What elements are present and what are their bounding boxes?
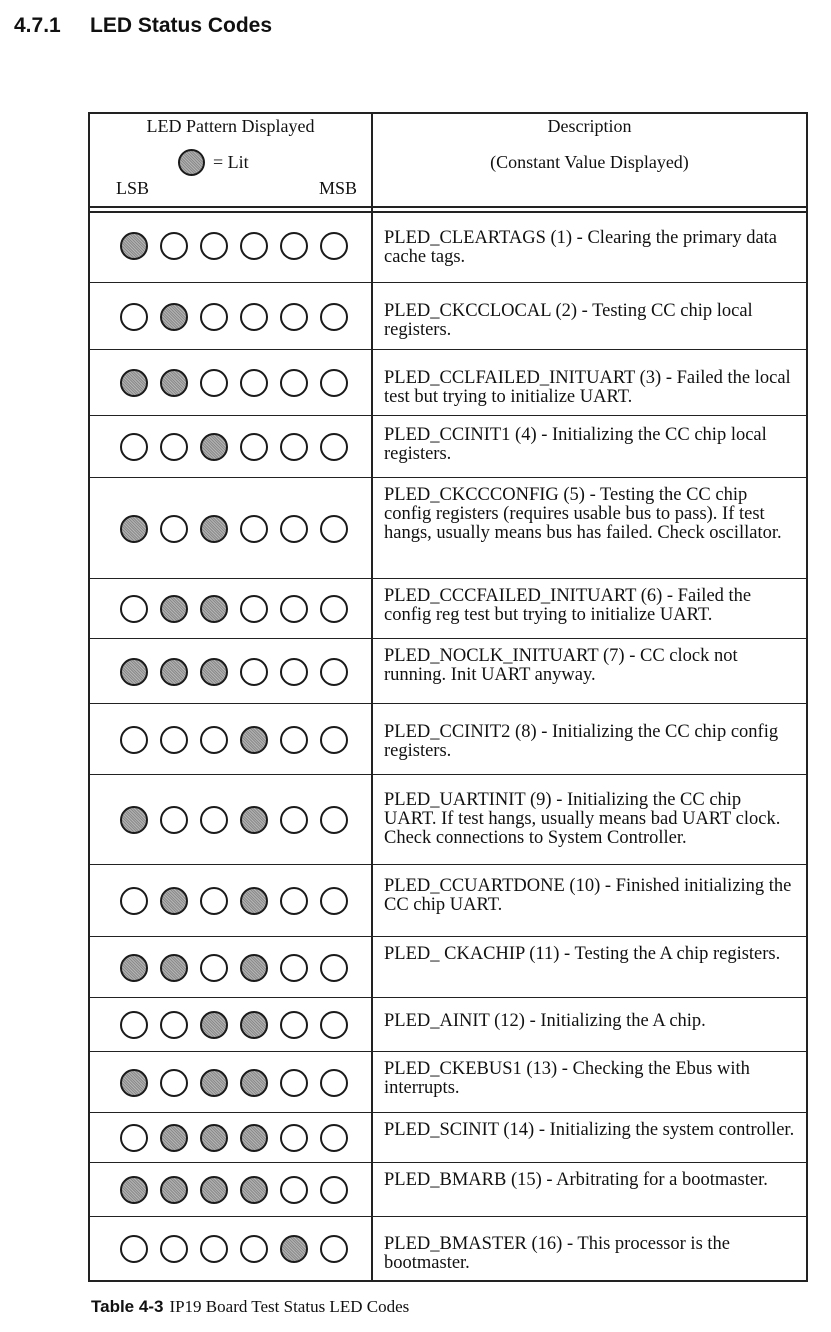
- led-lit-icon: [120, 1069, 148, 1097]
- led-pattern-cell: [90, 1113, 371, 1163]
- pattern-column-title: LED Pattern Displayed: [146, 116, 315, 136]
- led-lit-icon: [160, 1124, 188, 1152]
- led-lit-icon: [240, 1011, 268, 1039]
- row-description: PLED_CKCCCONFIG (5) - Testing the CC chip config registers (requires usable bus to pass). If test hangs, usually means bus has failed. Check oscillator.: [384, 485, 782, 543]
- led-pattern: [120, 303, 348, 331]
- table-row: [90, 349, 806, 416]
- lit-legend: [178, 149, 249, 176]
- table-row: [90, 1162, 806, 1217]
- led-lit-icon: [200, 1176, 228, 1204]
- led-unlit-icon: [320, 806, 348, 834]
- led-unlit-icon: [120, 595, 148, 623]
- led-lit-icon: [160, 887, 188, 915]
- led-pattern: [120, 1176, 348, 1204]
- led-unlit-icon: [280, 433, 308, 461]
- led-lit-icon: [120, 954, 148, 982]
- led-unlit-icon: [320, 369, 348, 397]
- led-unlit-icon: [160, 232, 188, 260]
- led-unlit-icon: [280, 1176, 308, 1204]
- header-description-cell: [373, 114, 806, 204]
- led-pattern-cell: [90, 283, 371, 350]
- led-lit-icon: [160, 658, 188, 686]
- row-description: PLED_SCINIT (14) - Initializing the system controller.: [384, 1120, 795, 1140]
- led-pattern: [120, 954, 348, 982]
- led-unlit-icon: [200, 303, 228, 331]
- led-unlit-icon: [120, 1011, 148, 1039]
- led-lit-icon: [240, 806, 268, 834]
- led-pattern-cell: [90, 579, 371, 639]
- led-lit-icon: [240, 954, 268, 982]
- led-pattern-cell: [90, 639, 371, 704]
- led-pattern-cell: [90, 775, 371, 865]
- led-unlit-icon: [320, 1235, 348, 1263]
- led-unlit-icon: [120, 433, 148, 461]
- led-lit-icon: [160, 303, 188, 331]
- led-unlit-icon: [280, 954, 308, 982]
- led-unlit-icon: [280, 726, 308, 754]
- led-unlit-icon: [280, 1011, 308, 1039]
- section-heading: [14, 14, 272, 38]
- led-unlit-icon: [320, 1176, 348, 1204]
- led-unlit-icon: [160, 1069, 188, 1097]
- led-pattern: [120, 232, 348, 260]
- led-lit-icon: [200, 658, 228, 686]
- led-pattern: [120, 515, 348, 543]
- led-pattern: [120, 595, 348, 623]
- led-pattern: [120, 887, 348, 915]
- led-unlit-icon: [320, 515, 348, 543]
- table-row: [90, 1051, 806, 1113]
- led-unlit-icon: [240, 515, 268, 543]
- led-lit-icon: [240, 887, 268, 915]
- led-unlit-icon: [160, 726, 188, 754]
- led-lit-icon: [120, 658, 148, 686]
- led-unlit-icon: [320, 726, 348, 754]
- led-pattern: [120, 726, 348, 754]
- led-unlit-icon: [240, 433, 268, 461]
- led-unlit-icon: [320, 303, 348, 331]
- row-description: PLED_AINIT (12) - Initializing the A chip.: [384, 1011, 706, 1031]
- led-unlit-icon: [120, 1235, 148, 1263]
- led-unlit-icon: [240, 369, 268, 397]
- header-pattern-cell: [90, 114, 371, 204]
- table-row: [90, 997, 806, 1052]
- row-description: PLED_CKCCLOCAL (2) - Testing CC chip local registers.: [384, 301, 753, 340]
- led-unlit-icon: [200, 1235, 228, 1263]
- table-row: [90, 1112, 806, 1163]
- section-title: LED Status Codes: [90, 14, 273, 37]
- section-number: 4.7.1: [14, 14, 61, 37]
- led-pattern-cell: [90, 1163, 371, 1217]
- led-unlit-icon: [280, 515, 308, 543]
- row-description: PLED_UARTINIT (9) - Initializing the CC chip UART. If test hangs, usually means bad UART clock. Check connections to System Controller.: [384, 790, 781, 848]
- table-row: [90, 774, 806, 865]
- led-pattern: [120, 433, 348, 461]
- led-unlit-icon: [120, 303, 148, 331]
- led-unlit-icon: [160, 806, 188, 834]
- led-pattern: [120, 806, 348, 834]
- led-unlit-icon: [280, 658, 308, 686]
- led-lit-icon: [120, 232, 148, 260]
- led-lit-icon: [200, 433, 228, 461]
- led-pattern: [120, 1069, 348, 1097]
- led-pattern: [120, 1124, 348, 1152]
- table-row: [90, 936, 806, 998]
- led-pattern-cell: [90, 350, 371, 416]
- led-unlit-icon: [200, 726, 228, 754]
- led-lit-icon: [120, 515, 148, 543]
- row-description: PLED_BMASTER (16) - This processor is the bootmaster.: [384, 1234, 730, 1273]
- led-pattern-cell: [90, 1052, 371, 1113]
- led-unlit-icon: [160, 515, 188, 543]
- row-description: PLED_CCUARTDONE (10) - Finished initializing the CC chip UART.: [384, 876, 792, 915]
- led-unlit-icon: [240, 658, 268, 686]
- row-description: PLED_CCINIT2 (8) - Initializing the CC chip config registers.: [384, 722, 779, 761]
- table-row: [90, 282, 806, 350]
- led-lit-icon: [120, 369, 148, 397]
- led-pattern: [120, 658, 348, 686]
- led-unlit-icon: [320, 1124, 348, 1152]
- led-unlit-icon: [200, 887, 228, 915]
- led-lit-icon: [240, 1176, 268, 1204]
- description-column-subtitle: (Constant Value Displayed): [490, 152, 689, 172]
- led-unlit-icon: [320, 658, 348, 686]
- row-description: PLED_BMARB (15) - Arbitrating for a bootmaster.: [384, 1170, 768, 1190]
- table-row: [90, 1216, 806, 1281]
- led-lit-icon: [200, 1069, 228, 1097]
- led-unlit-icon: [320, 1011, 348, 1039]
- led-unlit-icon: [280, 1069, 308, 1097]
- lit-led-icon: [178, 149, 205, 176]
- table-row: [90, 477, 806, 579]
- led-lit-icon: [240, 1069, 268, 1097]
- table-row: [90, 864, 806, 937]
- led-pattern-cell: [90, 210, 371, 282]
- row-description: PLED_CKEBUS1 (13) - Checking the Ebus with interrupts.: [384, 1059, 750, 1098]
- led-pattern-cell: [90, 937, 371, 998]
- led-unlit-icon: [120, 887, 148, 915]
- led-pattern: [120, 1235, 348, 1263]
- led-lit-icon: [160, 1176, 188, 1204]
- table-row: [90, 703, 806, 775]
- led-unlit-icon: [120, 1124, 148, 1152]
- table-row: [90, 578, 806, 639]
- led-unlit-icon: [320, 1069, 348, 1097]
- led-pattern-cell: [90, 1217, 371, 1281]
- caption-label: Table 4-3: [91, 1297, 164, 1316]
- description-column-title: Description: [547, 116, 632, 136]
- led-lit-icon: [200, 1124, 228, 1152]
- led-lit-icon: [160, 369, 188, 397]
- led-unlit-icon: [160, 433, 188, 461]
- caption-text: IP19 Board Test Status LED Codes: [169, 1297, 410, 1316]
- led-unlit-icon: [320, 595, 348, 623]
- led-unlit-icon: [280, 303, 308, 331]
- led-lit-icon: [200, 595, 228, 623]
- row-description: PLED_CCCFAILED_INITUART (6) - Failed the config reg test but trying to initialize UART.: [384, 586, 752, 625]
- led-unlit-icon: [320, 887, 348, 915]
- table-caption: [91, 1297, 409, 1317]
- led-pattern-cell: [90, 478, 371, 579]
- led-unlit-icon: [200, 954, 228, 982]
- led-lit-icon: [240, 1124, 268, 1152]
- row-description: PLED_CLEARTAGS (1) - Clearing the primary data cache tags.: [384, 228, 778, 267]
- led-lit-icon: [200, 515, 228, 543]
- led-pattern: [120, 1011, 348, 1039]
- led-lit-icon: [240, 726, 268, 754]
- led-unlit-icon: [160, 1011, 188, 1039]
- led-unlit-icon: [320, 954, 348, 982]
- led-lit-icon: [120, 806, 148, 834]
- row-description: PLED_NOCLK_INITUART (7) - CC clock not running. Init UART anyway.: [384, 646, 738, 685]
- led-unlit-icon: [160, 1235, 188, 1263]
- lsb-label: LSB: [116, 178, 150, 198]
- led-unlit-icon: [320, 232, 348, 260]
- led-pattern-cell: [90, 998, 371, 1052]
- led-unlit-icon: [280, 1124, 308, 1152]
- row-description: PLED_CCINIT1 (4) - Initializing the CC chip local registers.: [384, 425, 767, 464]
- msb-label: MSB: [318, 178, 357, 198]
- led-unlit-icon: [240, 303, 268, 331]
- led-lit-icon: [160, 595, 188, 623]
- led-pattern-cell: [90, 865, 371, 937]
- led-pattern-cell: [90, 416, 371, 478]
- led-unlit-icon: [200, 369, 228, 397]
- led-unlit-icon: [240, 232, 268, 260]
- led-lit-icon: [200, 1011, 228, 1039]
- led-unlit-icon: [280, 806, 308, 834]
- led-unlit-icon: [120, 726, 148, 754]
- led-unlit-icon: [200, 806, 228, 834]
- lit-legend-label: = Lit: [213, 152, 249, 172]
- led-lit-icon: [280, 1235, 308, 1263]
- table-row: [90, 210, 806, 282]
- led-lit-icon: [160, 954, 188, 982]
- led-pattern-cell: [90, 704, 371, 775]
- row-description: PLED_ CKACHIP (11) - Testing the A chip registers.: [384, 944, 781, 964]
- table-row: [90, 415, 806, 478]
- led-unlit-icon: [200, 232, 228, 260]
- led-pattern: [120, 369, 348, 397]
- row-description: PLED_CCLFAILED_INITUART (3) - Failed the local test but trying to initialize UART.: [384, 368, 791, 407]
- led-unlit-icon: [280, 887, 308, 915]
- table-row: [90, 638, 806, 704]
- led-unlit-icon: [280, 595, 308, 623]
- led-unlit-icon: [280, 232, 308, 260]
- led-unlit-icon: [320, 433, 348, 461]
- led-status-table: [88, 112, 808, 1282]
- led-unlit-icon: [240, 1235, 268, 1263]
- led-lit-icon: [120, 1176, 148, 1204]
- led-unlit-icon: [240, 595, 268, 623]
- led-unlit-icon: [280, 369, 308, 397]
